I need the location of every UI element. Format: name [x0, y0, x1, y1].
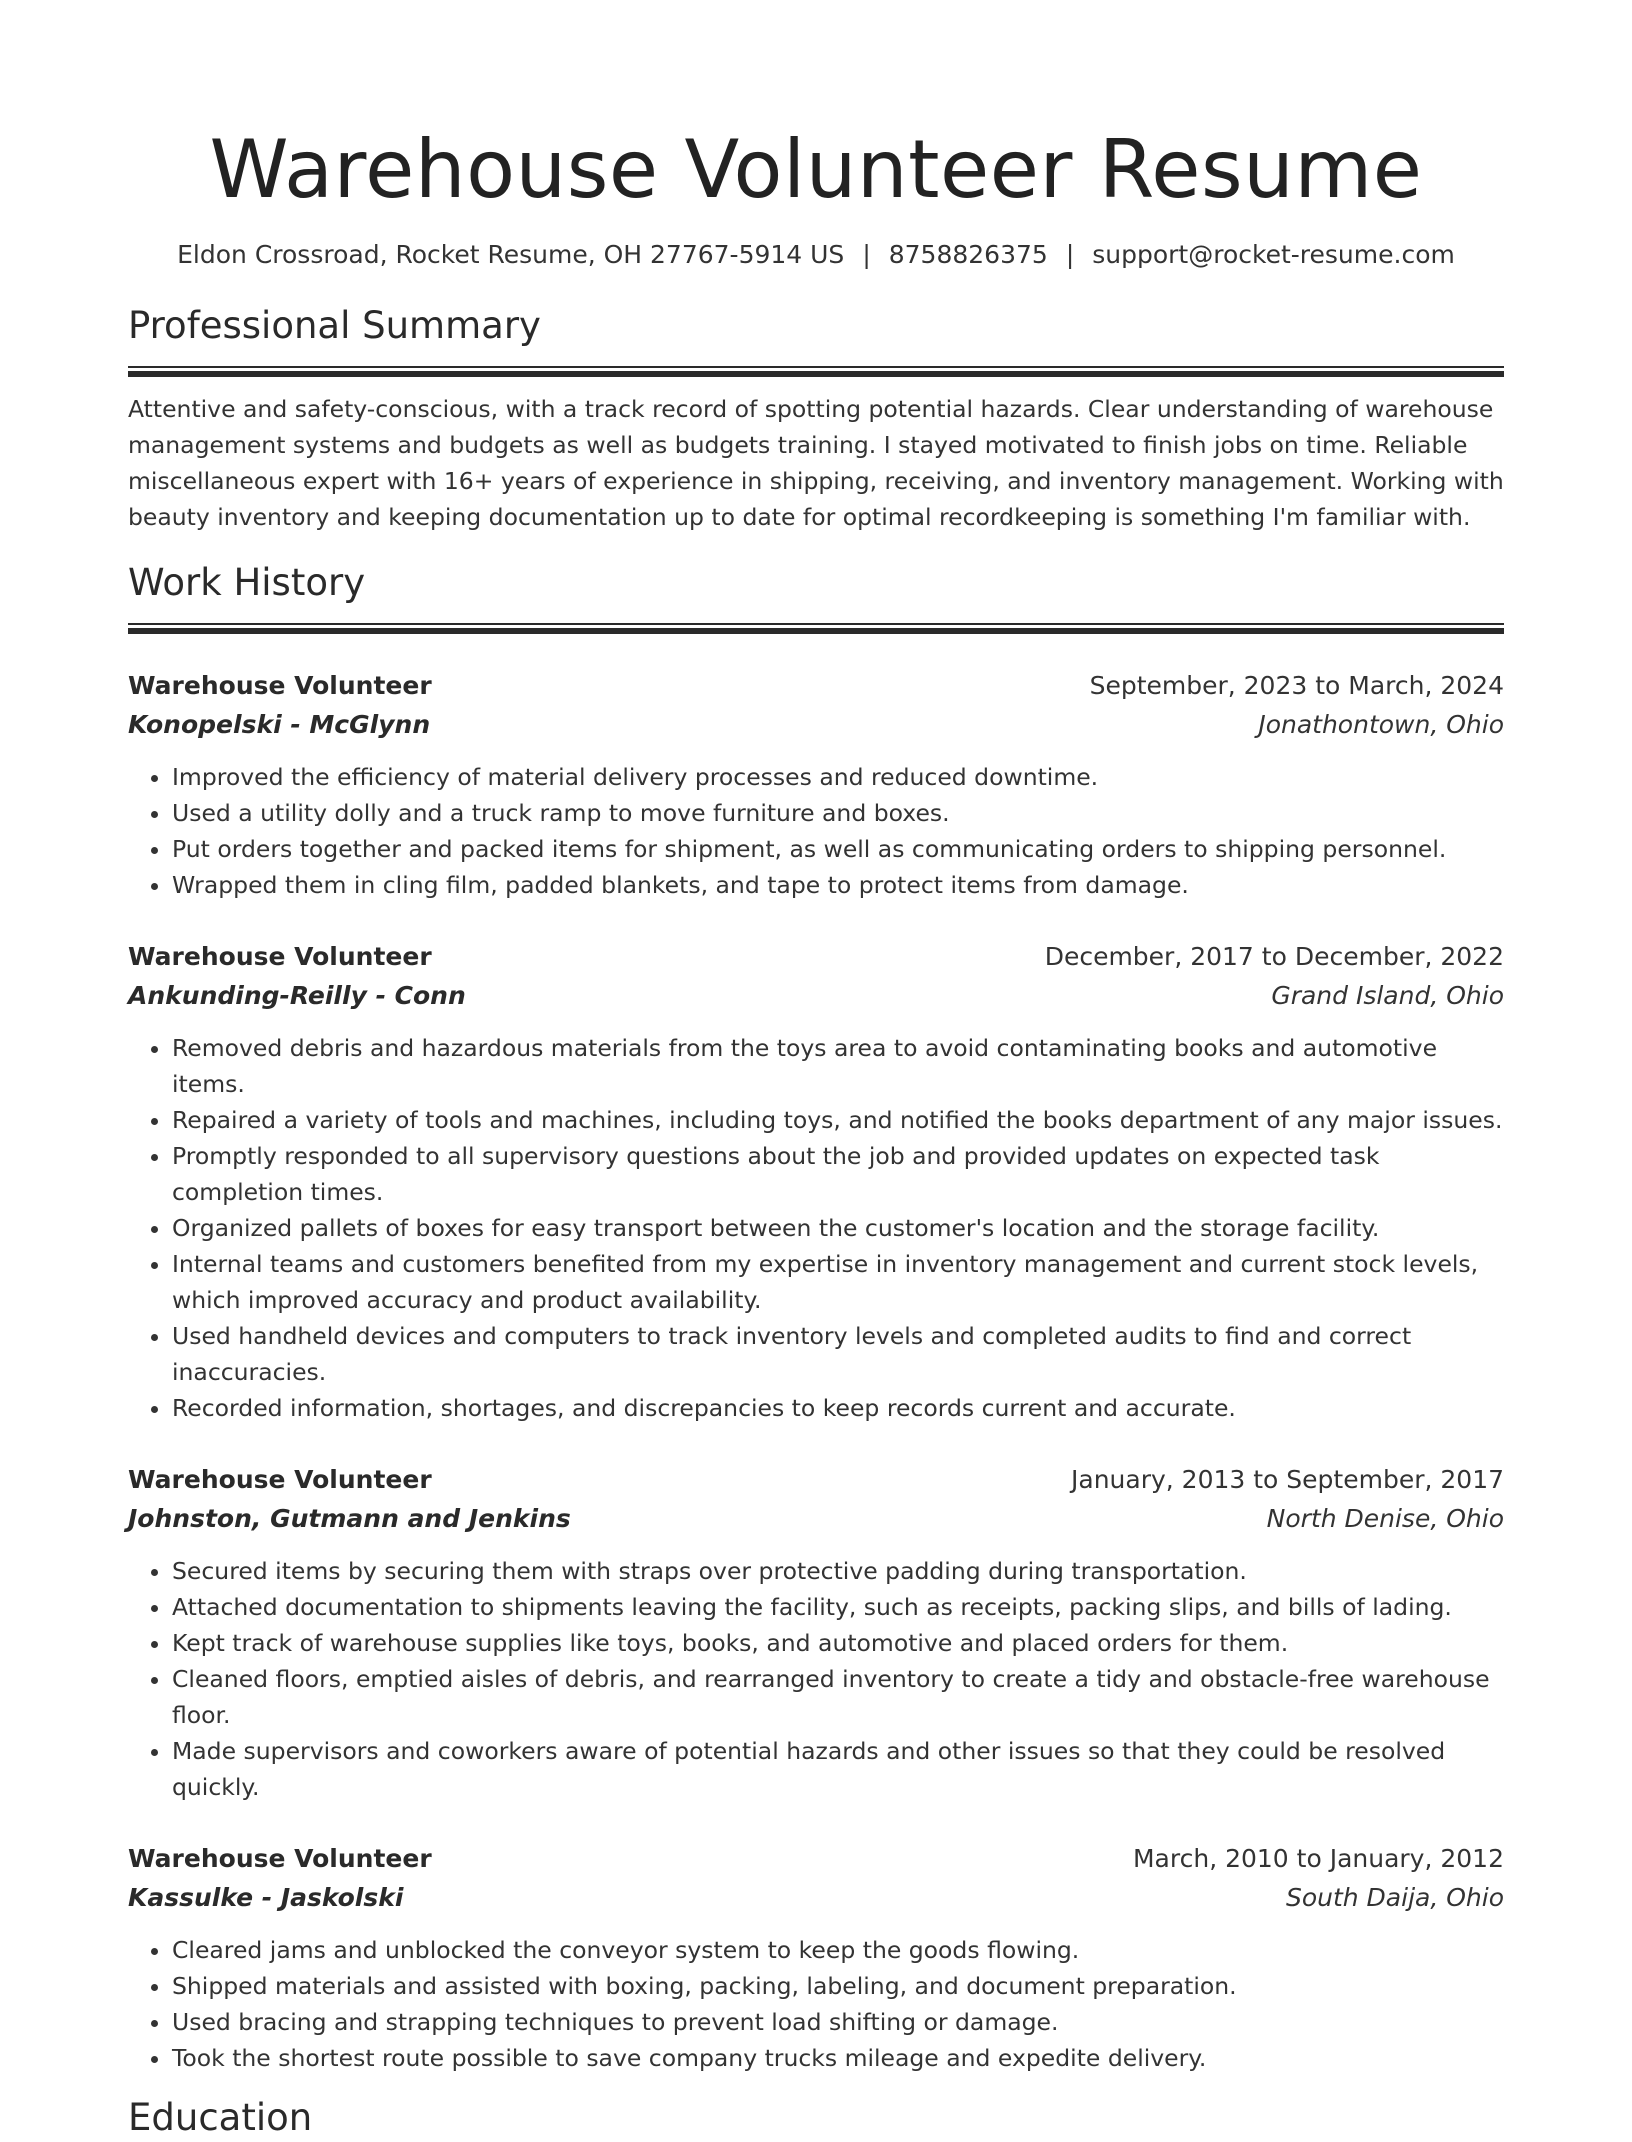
job-bullet-list — [128, 1932, 1504, 2076]
job-header — [128, 1462, 1504, 1498]
resume-page — [128, 0, 1504, 2142]
job-bullet: • Repaired a variety of tools and machines, including toys, and notified the books department of any major issues. — [172, 1102, 1504, 1138]
section-divider — [128, 366, 1504, 375]
job-bullet-list — [128, 1553, 1504, 1805]
job-bullet: • Attached documentation to shipments leaving the facility, such as receipts, packing slips, and bills of lading. — [172, 1589, 1504, 1625]
contact-separator: | — [862, 240, 871, 269]
summary-section — [128, 302, 1504, 535]
education-heading: Education — [128, 2096, 313, 2139]
job-bullet: • Organized pallets of boxes for easy transport between the customer's location and the storage facility. — [172, 1210, 1504, 1246]
job-subheader — [128, 1880, 1504, 1916]
contact-address: Eldon Crossroad, Rocket Resume, OH 27767-5914 US — [177, 240, 845, 269]
jobs-list — [128, 668, 1504, 2076]
job-bullet: • Used handheld devices and computers to track inventory levels and completed audits to find and correct inaccuracies. — [172, 1318, 1504, 1390]
job-subheader — [128, 978, 1504, 1014]
job-subheader — [128, 1501, 1504, 1537]
summary-text: Attentive and safety-conscious, with a track record of spotting potential hazards. Clear understanding of warehouse management systems and budgets as well as budgets training. I stayed motivated to finish jobs on time. Reliable miscellaneous expert with 16+ years of experience in shipping, receiving, and inventory management. Working with beauty inventory and keeping documentation up to date for optimal recordkeeping is something I'm familiar with. — [128, 395, 1504, 531]
job-bullet: • Promptly responded to all supervisory questions about the job and provided updates on expected task completion times. — [172, 1138, 1504, 1210]
job-bullet: • Kept track of warehouse supplies like toys, books, and automotive and placed orders for them. — [172, 1625, 1504, 1661]
job-location: Jonathontown, Ohio — [1258, 710, 1504, 739]
job-location: North Denise, Ohio — [1266, 1504, 1504, 1533]
job-company: Konopelski - McGlynn — [128, 710, 431, 739]
job-header — [128, 668, 1504, 704]
job-title: Warehouse Volunteer — [128, 671, 432, 700]
contact-line — [128, 238, 1504, 272]
job-entry — [128, 939, 1504, 1426]
job-header — [128, 939, 1504, 975]
summary-heading: Professional Summary — [128, 304, 541, 347]
job-dates: September, 2023 to March, 2024 — [1089, 671, 1504, 700]
work-history-section — [128, 559, 1504, 2076]
work-history-heading: Work History — [128, 561, 366, 604]
job-entry — [128, 1841, 1504, 2076]
job-title: Warehouse Volunteer — [128, 1844, 432, 1873]
job-bullet: • Improved the efficiency of material delivery processes and reduced downtime. — [172, 759, 1504, 795]
contact-phone: 8758826375 — [888, 240, 1048, 269]
resume-title: Warehouse Volunteer Resume — [209, 123, 1423, 216]
contact-email[interactable]: support@rocket-resume.com — [1092, 240, 1455, 269]
education-section — [128, 2094, 1504, 2142]
job-bullet: • Used a utility dolly and a truck ramp to move furniture and boxes. — [172, 795, 1504, 831]
job-bullet: • Secured items by securing them with straps over protective padding during transportation. — [172, 1553, 1504, 1589]
job-title: Warehouse Volunteer — [128, 1465, 432, 1494]
job-bullet: • Took the shortest route possible to save company trucks mileage and expedite delivery. — [172, 2040, 1504, 2076]
contact-separator: | — [1065, 240, 1075, 269]
job-company: Kassulke - Jaskolski — [128, 1883, 404, 1912]
job-dates: March, 2010 to January, 2012 — [1132, 1844, 1504, 1873]
job-title: Warehouse Volunteer — [128, 942, 432, 971]
job-company: Johnston, Gutmann and Jenkins — [128, 1504, 571, 1533]
job-location: Grand Island, Ohio — [1271, 981, 1504, 1010]
job-company: Ankunding-Reilly - Conn — [128, 981, 466, 1010]
job-bullet: • Internal teams and customers benefited from my expertise in inventory management and current stock levels, which improved accuracy and product availability. — [172, 1246, 1504, 1318]
section-divider — [128, 623, 1504, 632]
job-bullet: • Used bracing and strapping techniques to prevent load shifting or damage. — [172, 2004, 1504, 2040]
job-header — [128, 1841, 1504, 1877]
job-entry — [128, 1462, 1504, 1805]
job-entry — [128, 668, 1504, 903]
job-bullet-list — [128, 759, 1504, 903]
job-bullet: • Recorded information, shortages, and discrepancies to keep records current and accurate. — [172, 1390, 1504, 1426]
job-bullet: • Made supervisors and coworkers aware of potential hazards and other issues so that they could be resolved quickly. — [172, 1733, 1504, 1805]
job-bullet-list — [128, 1030, 1504, 1426]
job-bullet: • Cleared jams and unblocked the conveyor system to keep the goods flowing. — [172, 1932, 1504, 1968]
job-subheader — [128, 707, 1504, 743]
job-bullet: • Removed debris and hazardous materials from the toys area to avoid contaminating books and automotive items. — [172, 1030, 1504, 1102]
job-dates: January, 2013 to September, 2017 — [1071, 1465, 1504, 1494]
job-bullet: • Wrapped them in cling film, padded blankets, and tape to protect items from damage. — [172, 867, 1504, 903]
job-location: South Daija, Ohio — [1285, 1883, 1504, 1912]
job-bullet: • Put orders together and packed items for shipment, as well as communicating orders to shipping personnel. — [172, 831, 1504, 867]
job-bullet: • Shipped materials and assisted with boxing, packing, labeling, and document preparation. — [172, 1968, 1504, 2004]
job-dates: December, 2017 to December, 2022 — [1044, 942, 1504, 971]
job-bullet: • Cleaned floors, emptied aisles of debris, and rearranged inventory to create a tidy and obstacle-free warehouse floor. — [172, 1661, 1504, 1733]
